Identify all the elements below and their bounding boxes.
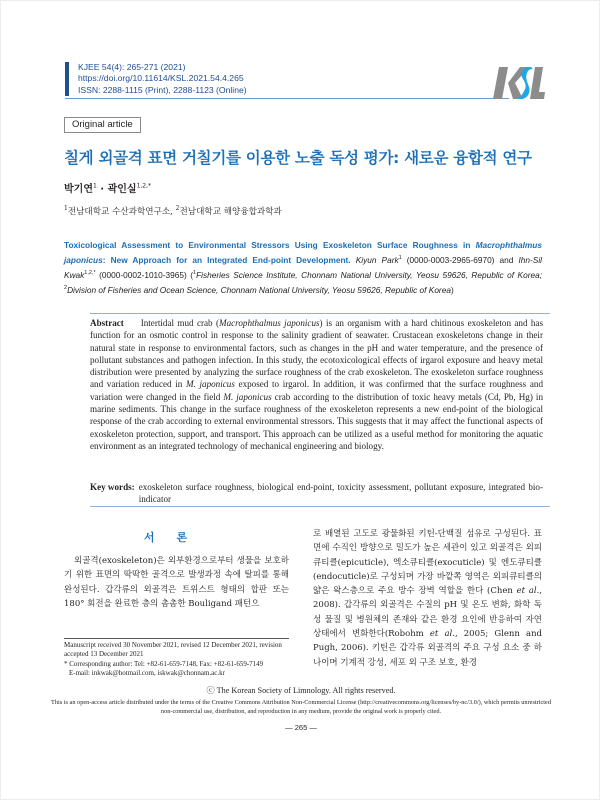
keywords-label: Key words: <box>90 482 135 492</box>
issn: ISSN: 2288-1115 (Print), 2288-1123 (Online) <box>78 84 247 95</box>
journal-header <box>65 62 247 96</box>
korean-authors <box>64 180 151 195</box>
copyright: ⓒ The Korean Society of Limnology. All rights reserved. <box>206 686 396 695</box>
intro-text: , 2005; Glenn and Pugh, 2006). 키틴은 갑각류 외골격의 주요 구성 요소 중 하나이며 기계적 강성, 세포 외 구조 보호, 환경 <box>313 629 542 668</box>
author1: Kiyun Park <box>355 254 399 265</box>
english-citation <box>64 239 542 296</box>
abstract-text: exposed to irgarol. In addition, it was confirmed that the surface roughness and variation were changed in the field <box>90 379 543 402</box>
affil2: Division of Fisheries and Ocean Science, Chonnam National University, Yeosu 59626, Republic of Korea <box>67 284 451 295</box>
author-sup: 1,2,* <box>136 182 152 190</box>
korean-affiliations <box>64 205 282 217</box>
intro-right-column <box>313 527 542 670</box>
page-number: — 265 — <box>285 723 317 732</box>
abstract-species: M. japonicus <box>185 379 235 390</box>
et-al: et al. <box>516 586 540 597</box>
korean-title: 칠게 외골격 표면 거칠기를 이용한 노출 독성 평가: 새로운 융합적 연구 <box>64 149 532 167</box>
abstract-bottom-rule <box>90 506 550 507</box>
footnote-divider <box>64 638 289 639</box>
affil2-sup: 2 <box>64 284 68 291</box>
abstract-top-rule <box>90 313 550 314</box>
email[interactable]: E-mail: inkwak@hotmail.com, iskwak@chonnam.ac.kr <box>69 668 225 677</box>
author1-sup: 1 <box>398 255 402 261</box>
abstract-text: ) is an organism with a hard chitinous exoskeleton and has function for an osmotic control in response to the salinity gradient of seawater. Crustacean exoskeletons change in their natural state in response to environmental factors, such as changes in the pH and water temperature, and the presence of pollutant substances and pathogen infection. In this study, the ecotoxicological effects of irgarol exposure and heavy metal distribution were presented by analyzing the surface roughness of the crab exoskeleton. The exoskeleton surface roughness and variation reduced in <box>90 318 544 390</box>
ksl-logo-icon <box>493 63 545 103</box>
intro-text: , 2008). 갑각류의 외골격은 수질의 pH 및 온도 변화, 화학 독성 물질 및 병원체의 존재와 같은 환경 요인에 반응하여 자연 상태에서 변화한다(Robohm <box>313 586 542 640</box>
footnote <box>64 641 289 678</box>
abstract-text: crab according to the distribution of toxic heavy metals (Cd, Pb, Hg) in marine sediments. This change in the surface roughness of the exoskeleton represents a new end-point of the biological response of the crab according to external environmental stressors. This suggests that it may affect the functional aspects of exoskeleton protection, support, and transport. This approach can be utilized as a useful method for monitoring the aquatic environment as an integrated technology of mechanical engineering and biology. <box>90 391 543 451</box>
affil-sup: 1 <box>64 205 68 213</box>
affil-sup: 2 <box>175 205 180 213</box>
author-separator: · <box>96 184 108 195</box>
intro-text: 로 배열된 고도로 광물화된 키틴-단백질 섬유로 구성된다. 표면에 수직인 방향으로 밀도가 높은 세관이 있고 외골격은 외피큐티클(epicuticle), 엑소큐티클(exocuticle) 및 엔도큐티클(endocuticle)로 구성되며 가장 바깥쪽 영역은 외피큐티클의 얇은 왁스층으로 주요 방수 장벽 역할을 한다 (Chen <box>313 529 542 597</box>
affil1: Fisheries Science Institute, Chonnam National University, Yeosu 59626, Republic of Korea; <box>196 269 542 280</box>
abstract-label: Abstract <box>90 318 124 328</box>
english-title-species: Macrophthalmus japonicus <box>64 240 542 265</box>
license-text: This is an open-access article distributed under the terms of the Creative Commons Attribution Non-Commercial License (http://creativecommons.org/licenses/by-nc/3.0/), which permits unrestricted non-commercial use, distribution, and reproduction in any medium, provide the original work is properly cited. <box>50 699 551 715</box>
affil1-sup: 1 <box>193 269 197 276</box>
journal-citation: KJEE 54(4): 265-271 (2021) <box>78 62 186 72</box>
close-paren: ) <box>450 284 454 295</box>
abstract-species: Macrophthalmus japonicus <box>219 318 320 328</box>
abstract <box>90 317 543 452</box>
keywords <box>90 481 543 506</box>
author-name: 박기연 <box>64 184 93 195</box>
abstract-species: M. japonicus <box>223 391 272 402</box>
abstract-text: Intertidal mud crab ( <box>140 318 219 328</box>
affiliation: 전남대학교 해양융합과학과 <box>179 207 282 217</box>
doi-link[interactable]: https://doi.org/10.11614/KSL.2021.54.4.265 <box>78 73 244 84</box>
affiliation: 전남대학교 수산과학연구소, <box>67 207 173 217</box>
author2-sup: 1,2,* <box>84 269 96 276</box>
header-divider <box>65 98 509 99</box>
author-name: 곽인실 <box>107 184 137 195</box>
keywords-text: exoskeleton surface roughness, biological end-point, toxicity assessment, pollutant exposure, integrated bio-indicator <box>138 482 543 505</box>
et-al: et al. <box>429 629 455 640</box>
author2-orcid[interactable]: (0000-0002-1010-3965) ( <box>99 269 194 280</box>
manuscript-dates: Manuscript received 30 November 2021, revised 12 December 2021, revision accepted 13 December 2021 <box>64 641 282 659</box>
article-type-badge: Original article <box>64 117 141 133</box>
english-title-end: : New Approach for an Integrated End-point Development. <box>102 254 351 265</box>
author1-orcid[interactable]: (0000-0003-2965-6970) and <box>406 254 514 265</box>
english-title-text: Toxicological Assessment to Environmental Stressors Using Exoskeleton Surface Roughness in <box>64 240 476 250</box>
author-sup: 1 <box>92 182 97 190</box>
corresponding-author: * Corresponding author: Tel: +82-61-659-7148, Fax: +82-61-659-7149 <box>64 659 264 668</box>
author2: Ihn-Sil Kwak <box>64 254 543 280</box>
section-heading: 서론 <box>143 531 210 544</box>
intro-left-column: 외골격(exoskeleton)은 외부환경으로부터 생물을 보호하기 위한 표면의 딱딱한 골격으로 발생과정 속에 탈피를 통해 완성된다. 갑각류의 외골격은 트위스트 형태의 합판 또는 180° 회전을 완료한 층의 촘촘한 Bouligand 패턴으 <box>64 556 289 609</box>
